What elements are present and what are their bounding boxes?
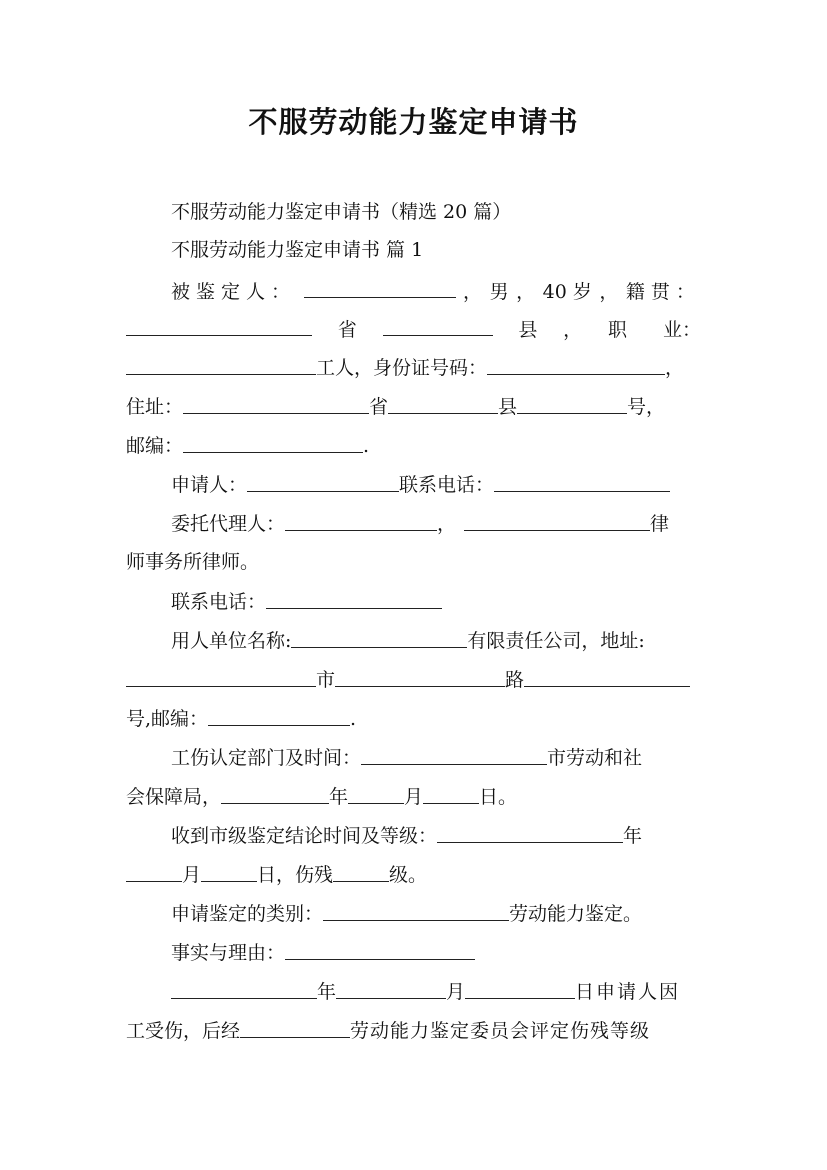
appraisee-line-1 <box>171 277 701 303</box>
applicant-line <box>171 471 701 497</box>
road-label: 路 <box>505 669 525 691</box>
received-label: 收到市级鉴定结论时间及等级： <box>171 825 438 847</box>
law-firm-blank <box>464 510 650 531</box>
native-province-blank <box>126 315 312 336</box>
applicant-phone-label: 联系电话： <box>399 474 495 496</box>
applicant-phone-blank <box>494 471 670 492</box>
city-label: 市 <box>316 669 336 691</box>
employer-name-blank <box>291 627 467 648</box>
article-heading: 不服劳动能力鉴定申请书 篇 1 <box>171 239 424 261</box>
day-disability-label: 日，伤残 <box>257 864 334 886</box>
period: . <box>350 708 357 730</box>
year-label: 年 <box>317 981 337 1003</box>
month-label: 月 <box>404 786 424 808</box>
appraisee-line-2 <box>126 315 701 341</box>
category-suffix: 劳动能力鉴定。 <box>509 903 643 925</box>
committee-blank <box>240 1017 350 1038</box>
received-line <box>171 822 701 848</box>
facts-line <box>171 939 701 965</box>
address-label: 住址： <box>126 396 184 418</box>
comma: ， <box>665 357 685 379</box>
native-label: 籍贯： <box>625 281 701 303</box>
received-date-line <box>126 861 701 887</box>
employer-zip-blank <box>208 705 350 726</box>
native-county-blank <box>383 315 493 336</box>
facts-blank <box>285 939 475 960</box>
day-label: 日。 <box>479 786 518 808</box>
category-label: 申请鉴定的类别： <box>171 903 324 925</box>
year-label: 年 <box>623 825 643 847</box>
period: . <box>363 435 370 457</box>
address-province-label: 省 <box>369 396 389 418</box>
province-label: 省 <box>337 319 357 341</box>
injury-dept-blank <box>361 744 547 765</box>
facts-line2-start: 工受伤，后经 <box>126 1020 241 1042</box>
applicant-blank <box>247 471 399 492</box>
injury-dept-label: 工伤认定部门及时间： <box>171 747 362 769</box>
comma: ， <box>463 281 483 303</box>
applicant-label: 申请人： <box>171 474 248 496</box>
employer-zip-line <box>126 705 701 731</box>
month-label: 月 <box>182 864 202 886</box>
appraisee-name-blank <box>304 277 456 298</box>
year-label: 年 <box>329 786 349 808</box>
agent-line-2: 师事务所律师。 <box>126 551 260 573</box>
received-day-blank <box>201 861 257 882</box>
address-county-blank <box>388 393 498 414</box>
injury-year-blank <box>221 783 329 804</box>
disability-level-blank <box>333 861 389 882</box>
contact-label: 联系电话： <box>171 591 267 613</box>
zip-blank <box>183 432 363 453</box>
zip-line <box>126 432 701 458</box>
subtitle-line: 不服劳动能力鉴定申请书（精选 20 篇） <box>171 201 512 223</box>
injury-date-line <box>126 783 701 809</box>
comma: ， <box>437 513 457 535</box>
agent-label: 委托代理人： <box>171 513 286 535</box>
employer-suffix: 有限责任公司，地址: <box>467 630 645 652</box>
received-blank <box>437 822 623 843</box>
injury-day-blank <box>423 783 479 804</box>
address-number-label: 号， <box>627 396 666 418</box>
job-label: 职 业： <box>607 319 701 341</box>
appraisee-age: 40 岁 <box>542 281 592 303</box>
comma: ， <box>599 281 619 303</box>
injury-month-blank <box>348 783 404 804</box>
contact-line <box>171 588 701 614</box>
address-line <box>126 393 701 419</box>
appraisee-line-3 <box>126 354 701 380</box>
facts-year-blank <box>171 978 317 999</box>
day-text: 日申请人因 <box>575 981 681 1003</box>
facts-month-blank <box>336 978 446 999</box>
appraisee-gender: 男 <box>489 281 509 303</box>
document-title: 不服劳动能力鉴定申请书 <box>248 105 579 139</box>
employer-line <box>171 627 701 653</box>
zip-label: 邮编： <box>126 435 184 457</box>
county-label: 县 <box>518 319 538 341</box>
facts-line2-end: 劳动能力鉴定委员会评定伤残等级 <box>350 1020 651 1042</box>
facts-body-line-2 <box>126 1017 701 1043</box>
id-number-label: 工人，身份证号码： <box>316 357 488 379</box>
level-label: 级。 <box>389 864 428 886</box>
employer-road-blank <box>335 666 505 687</box>
comma: ， <box>516 281 536 303</box>
injury-dept-suffix: 市劳动和社 <box>547 747 643 769</box>
category-blank <box>323 900 509 921</box>
employer-label: 用人单位名称: <box>171 630 292 652</box>
facts-body-line-1 <box>171 978 701 1004</box>
agent-name-blank <box>285 510 437 531</box>
agent-suffix: 律 <box>650 513 670 535</box>
received-month-blank <box>126 861 182 882</box>
address-number-blank <box>517 393 627 414</box>
job-blank <box>126 354 316 375</box>
employer-city-blank <box>126 666 316 687</box>
agent-line <box>171 510 701 536</box>
facts-day-blank <box>465 978 575 999</box>
facts-label: 事实与理由： <box>171 942 286 964</box>
month-label: 月 <box>446 981 466 1003</box>
injury-dept-line2: 会保障局， <box>126 786 222 808</box>
injury-dept-line <box>171 744 701 770</box>
category-line <box>171 900 701 926</box>
address-province-blank <box>183 393 369 414</box>
employer-address-line <box>126 666 701 692</box>
employer-number-blank <box>524 666 690 687</box>
number-zip-label: 号,邮编： <box>126 708 209 730</box>
address-county-label: 县 <box>498 396 518 418</box>
id-number-blank <box>487 354 665 375</box>
appraisee-label: 被鉴定人： <box>171 281 297 303</box>
comma: ， <box>563 319 583 341</box>
contact-blank <box>266 588 442 609</box>
